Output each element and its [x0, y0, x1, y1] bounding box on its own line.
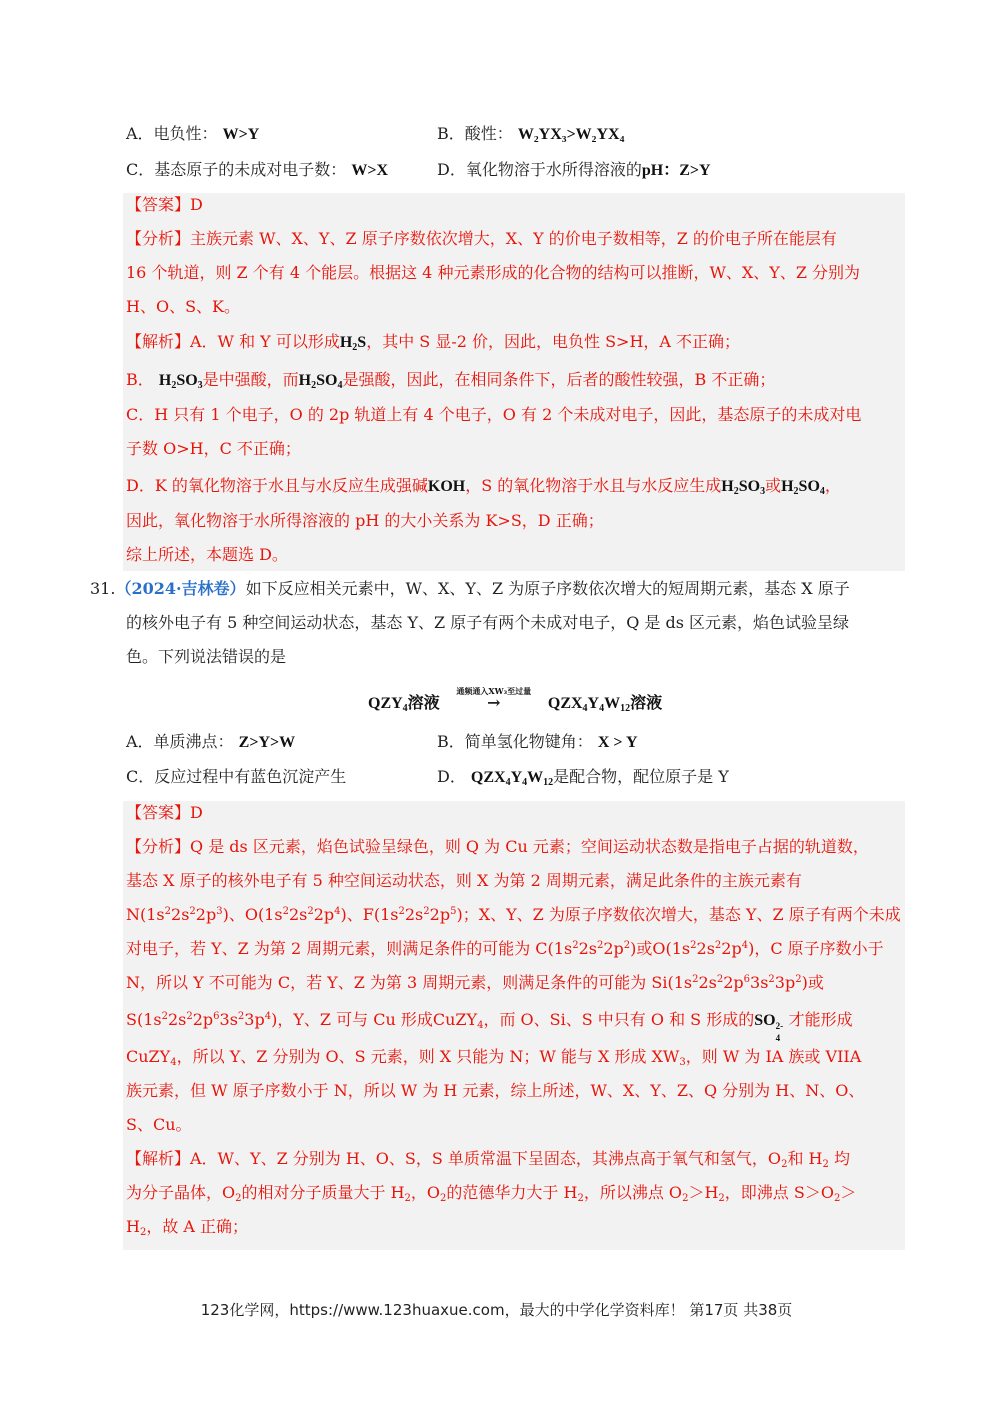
q30-option-c: C．基态原子的未成对电子数： W>X — [126, 160, 389, 179]
reaction-condition: 通频通入XW₃至过量 — [456, 686, 532, 696]
q31-option-d: D． $QZX_4Y_4W_{12}$是配合物，配位原子是 Y — [437, 767, 729, 788]
q30-analysis-3: H、O、S、K。 — [126, 297, 240, 316]
q31-option-c: C．反应过程中有蓝色沉淀产生 — [126, 767, 347, 786]
q31-answer: 【答案】D — [126, 803, 203, 822]
q30-jiexi-b: B． $H_2SO_3$是中强酸，而$H_2SO_4$是强酸，因此，在相同条件下，后者的酸性较强，B 不正确； — [126, 370, 776, 391]
q31-analysis-6: $S(1s^22s^22p^63s^23p^4)$，Y、Z 可与 Cu 形成CuZY$_4$，而 O、Si、S 中只有 O 和 S 形成的SO 2- 4 才能形成 — [126, 1010, 853, 1043]
page-footer: 123化学网，https://www.123huaxue.com，最大的中学化学资料库！ 第17页 共38页 — [200, 1301, 793, 1319]
q31-stem-2: 的核外电子有 5 种空间运动状态，基态 Y、Z 原子有两个未成对电子，Q 是 ds 区元素，焰色试验呈绿 — [126, 613, 850, 632]
q30-summary: 综上所述，本题选 D。 — [126, 545, 288, 564]
q31-analysis-7: CuZY$_4$，所以 Y、Z 分别为 O、S 元素，则 X 只能为 N；W 能与 X 形成 $XW_3$，则 W 为 IA 族或 VIIA — [126, 1047, 862, 1068]
question-number: 31. — [90, 579, 116, 598]
q30-jiexi-c1: C．H 只有 1 个电子，O 的 2p 轨道上有 4 个电子，O 有 2 个未成对电子，因此，基态原子的未成对电 — [126, 405, 862, 424]
reaction-arrow: → — [487, 693, 501, 712]
q31-option-a: A．单质沸点： Z>Y>W — [126, 732, 296, 751]
q31-stem-1: 31.（2024·吉林卷）如下反应相关元素中，W、X、Y、Z 为原子序数依次增大的短周期元素，基态 X 原子 — [90, 579, 850, 598]
q30-answer: 【答案】D — [126, 195, 203, 214]
q31-stem-3: 色。下列说法错误的是 — [126, 647, 287, 666]
q31-analysis-5: N，所以 Y 不可能为 C，若 Y、Z 为第 3 周期元素，则满足条件的可能为 $Si(1s^22s^22p^63s^23p^2)$或 — [126, 973, 824, 992]
q31-jiexi-2: 为分子晶体，$O_2$的相对分子质量大于 $H_2$，$O_2$的范德华力大于 $H_2$，所以沸点 $O_2>H_2$，即沸点 $S>O_2>$ — [126, 1183, 857, 1204]
q30-option-b: B．酸性： W₂YX₃>W₂YX₄ — [437, 124, 625, 143]
q31-analysis-1: 【分析】Q 是 ds 区元素，焰色试验呈绿色，则 Q 为 Cu 元素；空间运动状态数是指电子占据的轨道数， — [126, 837, 869, 856]
question-source: （2024·吉林卷） — [115, 579, 246, 598]
q30-jiexi-a: 【解析】A．W 和 Y 可以形成$H_2S$，其中 S 显-2 价，因此，电负性 S>H，A 不正确； — [126, 332, 741, 353]
q30-option-d: D．氧化物溶于水所得溶液的pH：Z>Y — [437, 160, 711, 179]
q31-analysis-3: $N(1s^22s^22p^3)$、$O(1s^22s^22p^4)$、$F(1s^22s^22p^5)$；X、Y、Z 为原子序数依次增大，基态 Y、Z 原子有两个未成 — [126, 905, 901, 924]
q31-analysis-8: 族元素，但 W 原子序数小于 N，所以 W 为 H 元素，综上所述，W、X、Y、Z、Q 分别为 H、N、O、 — [126, 1081, 865, 1100]
q30-jiexi-d1: D．K 的氧化物溶于水且与水反应生成强碱KOH，S 的氧化物溶于水且与水反应生成$H_2SO_3$或$H_2SO_4$， — [126, 476, 841, 497]
q31-jiexi-3: $H_2$，故 A 正确； — [126, 1217, 249, 1238]
q31-analysis-4: 对电子，若 Y、Z 为第 2 周期元素，则满足条件的可能为 $C(1s^22s^22p^2)$或$O(1s^22s^22p^4)$，C 原子序数小于 — [126, 939, 884, 958]
q30-jiexi-c2: 子数 O>H，C 不正确； — [126, 439, 301, 458]
q31-analysis-2: 基态 X 原子的核外电子有 5 种空间运动状态，则 X 为第 2 周期元素，满足此条件的主族元素有 — [126, 871, 802, 890]
q31-analysis-9: S、Cu。 — [126, 1115, 192, 1134]
q31-option-b: B．简单氢化物键角： X > Y — [437, 732, 638, 751]
q30-option-a: A．电负性： W>Y — [126, 124, 260, 143]
q30-jiexi-d2: 因此，氧化物溶于水所得溶液的 pH 的大小关系为 K>S，D 正确； — [126, 511, 604, 530]
q30-analysis-2: 16 个轨道，则 Z 个有 4 个能层。根据这 4 种元素形成的化合物的结构可以推断，W、X、Y、Z 分别为 — [126, 263, 861, 282]
q30-analysis-1: 【分析】主族元素 W、X、Y、Z 原子序数依次增大，X、Y 的价电子数相等，Z 的价电子所在能层有 — [126, 229, 837, 248]
reaction-equation: $QZY_4$溶液 通频通入XW₃至过量 → $QZX_4Y_4W_{12}$溶液 — [368, 692, 662, 715]
q31-jiexi-1: 【解析】A．W、Y、Z 分别为 H、O、S，S 单质常温下呈固态，其沸点高于氧气和氢气，$O_2$和 $H_2$ 均 — [126, 1149, 850, 1170]
